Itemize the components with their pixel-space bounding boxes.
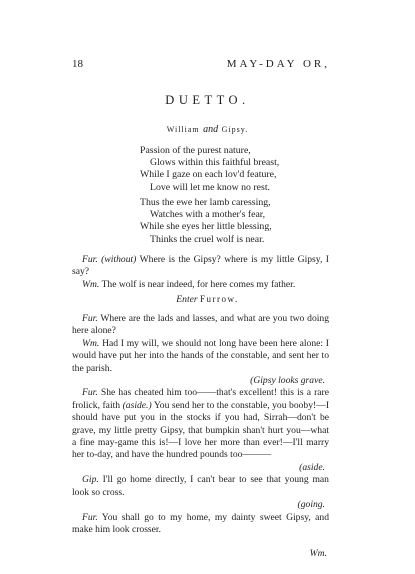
speech-text: She has cheated him too——that's excellent! this is a rare frolick, faith [72,387,329,411]
entry-enter: Enter [176,294,198,305]
dialogue-block-1 [72,254,329,291]
running-title: MAY-DAY OR, [226,58,330,70]
aside-direction: (aside.) [122,399,152,411]
speech-text: Had I my will, we should not long have been here alone: I would have put her into the hands of the constable, and sent her to the parish. [72,337,329,374]
verse-line: Thinks the cruel wolf is near. [150,233,265,245]
verse-line: Glows within this faithful breast, [150,157,280,169]
verse-line: While she eyes her little blessing, [140,221,272,233]
dialogue-block-2 [72,313,329,536]
stage-direction: (going. [297,499,325,511]
role-conjunction: and [203,124,219,135]
speech [72,313,329,338]
speech-text: The wolf is near indeed, for here comes my father. [101,278,296,290]
speech [72,512,329,537]
speech-text: I'll go home directly, I can't bear to see that young man look so cross. [72,474,329,498]
section-title: DUETTO. [165,93,250,107]
stage-direction: (aside. [299,461,325,473]
role-gipsy: Gipsy. [221,125,249,134]
role-william: William [166,125,200,134]
stanza-1 [140,145,279,194]
speech [72,387,329,461]
speaker-name: Fur. [82,511,98,523]
speech-text: You send her to the constable, you booby!—I should have put you in the stocks if you had, Sirrah—don't be grave, my little pretty Gipsy, that bumpkin shan't hurt you—what a fine may-game this is!—I love her more than ever!—I'll marry her to-day, and have the hundred pounds too——— [72,399,330,461]
verse-line: Thus the ewe her lamb caressing, [140,197,271,208]
verse-line: Watches with a mother's fear, [150,209,266,221]
stage-direction: (without) [101,254,137,265]
stage-direction: (Gipsy looks grave. [250,375,325,387]
speaker-name: Fur. [82,313,98,324]
catchword: Wm. [309,548,327,559]
speech-text: You shall go to my home, my dainty sweet Gipsy, and make him look crosser. [72,511,330,535]
speaker-name: Gip. [82,474,99,486]
speech [72,338,329,375]
page-number: 18 [72,58,83,70]
speaker-name: Wm. [82,278,100,290]
speech [72,254,329,279]
duet-roles [0,124,415,135]
verse-line: Love will let me know no rest. [150,181,270,193]
verse-line: Passion of the purest nature, [140,145,251,156]
speaker-name: Fur. [82,387,98,399]
stanza-2 [140,197,272,246]
speech [72,474,329,499]
entry-direction [0,294,415,305]
speech [72,279,329,291]
speech-text: Where is the Gipsy? where is my little Gipsy, I say? [72,254,329,278]
entry-character: Furrow. [200,294,239,304]
speaker-name: Fur. [82,254,98,265]
speaker-name: Wm. [82,337,100,349]
page-header [72,58,330,72]
verse-line: While I gaze on each lov'd feature, [140,169,277,181]
speech-text: Where are the lads and lasses, and what are you two doing here alone? [72,313,329,337]
